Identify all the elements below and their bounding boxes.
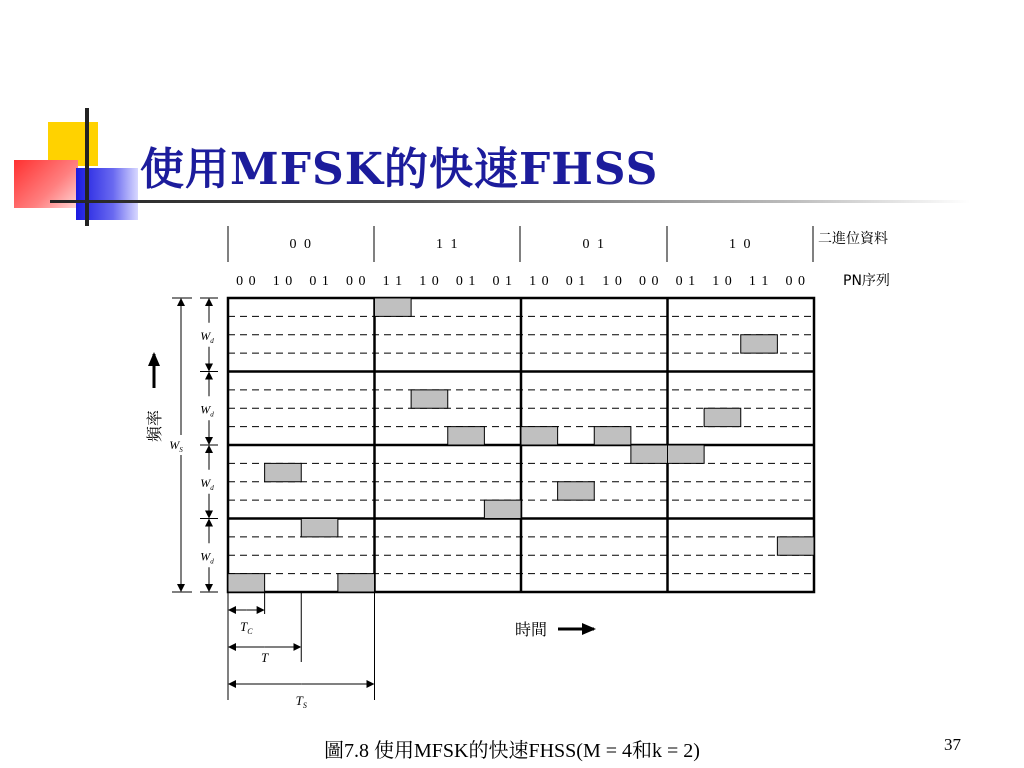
t-label: T [261, 650, 269, 665]
page-title: 使用MFSK的快速FHSS [140, 144, 659, 195]
figure-caption: 圖7.8 使用MFSK的快速FHSS(M = 4和k = 2) [324, 740, 700, 762]
pn-sequence-value: 0 0 [785, 274, 806, 289]
hop-block [521, 427, 558, 445]
binary-data-value: 1 1 [436, 237, 460, 252]
hop-block [777, 537, 814, 555]
wd-label: $W_d$ [200, 402, 214, 419]
hop-block [375, 298, 412, 316]
page-number: 37 [944, 735, 961, 754]
pn-sequence-value: 1 1 [748, 274, 770, 289]
pn-sequence-value: 0 0 [345, 274, 367, 289]
pn-sequence-value: 0 1 [455, 274, 477, 289]
hop-block [668, 445, 705, 463]
hop-block [704, 408, 741, 426]
hop-block [265, 463, 302, 481]
wd-label: $W_d$ [200, 328, 214, 345]
hop-block [411, 390, 448, 408]
binary-data-value: 1 0 [729, 237, 753, 252]
hop-block [484, 500, 521, 518]
pn-sequence-label: PN序列 [843, 273, 890, 289]
pn-sequence-value: 1 0 [529, 274, 550, 289]
pn-sequence-value: 0 1 [492, 274, 513, 289]
pn-sequence-value: 1 0 [602, 274, 623, 289]
time-axis-label: 時間 [514, 620, 548, 639]
binary-data-label: 二進位資料 [818, 231, 888, 247]
pn-sequence-value: 0 0 [638, 274, 660, 289]
pn-sequence-value: 1 1 [382, 274, 404, 289]
hop-block [301, 519, 338, 537]
pn-sequence-value: 0 1 [565, 274, 587, 289]
hop-block [594, 427, 631, 445]
frequency-axis-label: 頻率 [145, 409, 164, 443]
binary-data-value: 0 0 [289, 237, 313, 252]
hop-block [631, 445, 668, 463]
pn-sequence-value: 1 0 [712, 274, 733, 289]
hop-block [228, 574, 265, 592]
binary-data-value: 0 1 [582, 237, 606, 252]
pn-sequence-value: 0 0 [236, 274, 257, 289]
hop-block [338, 574, 375, 592]
pn-sequence-value: 1 0 [419, 274, 440, 289]
wd-label: $W_d$ [200, 549, 214, 566]
ts-label: $T_S$ [295, 693, 307, 710]
pn-sequence-value: 0 1 [309, 274, 330, 289]
hop-block [558, 482, 595, 500]
pn-sequence-value: 0 1 [675, 274, 697, 289]
hop-block [741, 335, 778, 353]
ws-label: $W_S$ [169, 438, 183, 454]
pn-sequence-value: 1 0 [272, 274, 294, 289]
hop-block [448, 427, 485, 445]
wd-label: $W_d$ [200, 475, 214, 492]
tc-label: $T_C$ [240, 619, 253, 636]
